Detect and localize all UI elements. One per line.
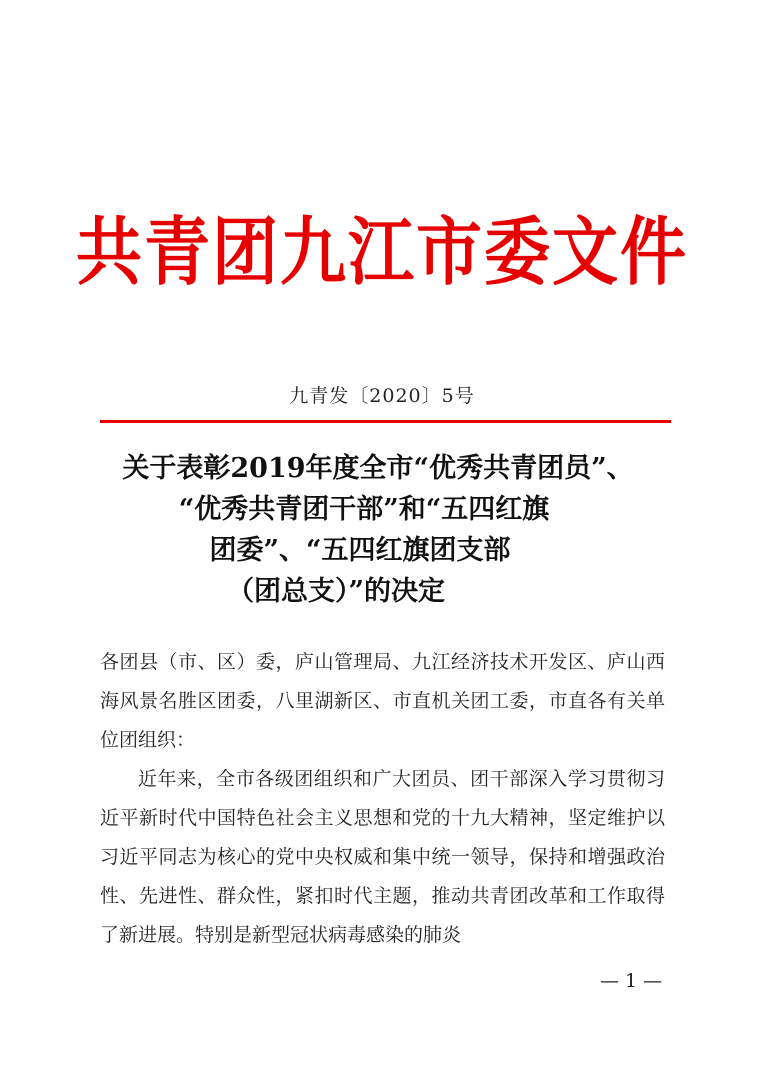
- body-paragraph-1: 近年来，全市各级团组织和广大团员、团干部深入学习贯彻习近平新时代中国特色社会主义思想和党的十九大精神，坚定维护以习近平同志为核心的党中央权威和集中统一领导，保持和增强政治性、先进性、群众性，紧扣时代主题，推动共青团改革和工作取得了新进展。特别是新型冠状病毒感染的肺炎: [100, 768, 665, 946]
- masthead-title: 共青团九江市委文件: [76, 209, 688, 296]
- title-line-3: 团委”、“五四红旗团支部: [209, 535, 511, 566]
- title-line-2: “优秀共青团干部”和“五四红旗: [178, 494, 550, 525]
- title-line-1: 关于表彰2019年度全市“优秀共青团员”、: [122, 453, 634, 484]
- recipients-paragraph: 各团县（市、区）委，庐山管理局、九江经济技术开发区、庐山西海风景名胜区团委，八里湖新区、市直机关团工委，市直各有关单位团组织：: [100, 651, 665, 751]
- page-number: — 1 —: [600, 970, 663, 992]
- title-line-4: （团总支）”的决定: [226, 576, 446, 607]
- document-body: [100, 643, 665, 955]
- document-number: 九青发〔2020〕5号: [289, 385, 475, 407]
- red-separator-line: [100, 420, 671, 423]
- decision-title: [0, 448, 764, 612]
